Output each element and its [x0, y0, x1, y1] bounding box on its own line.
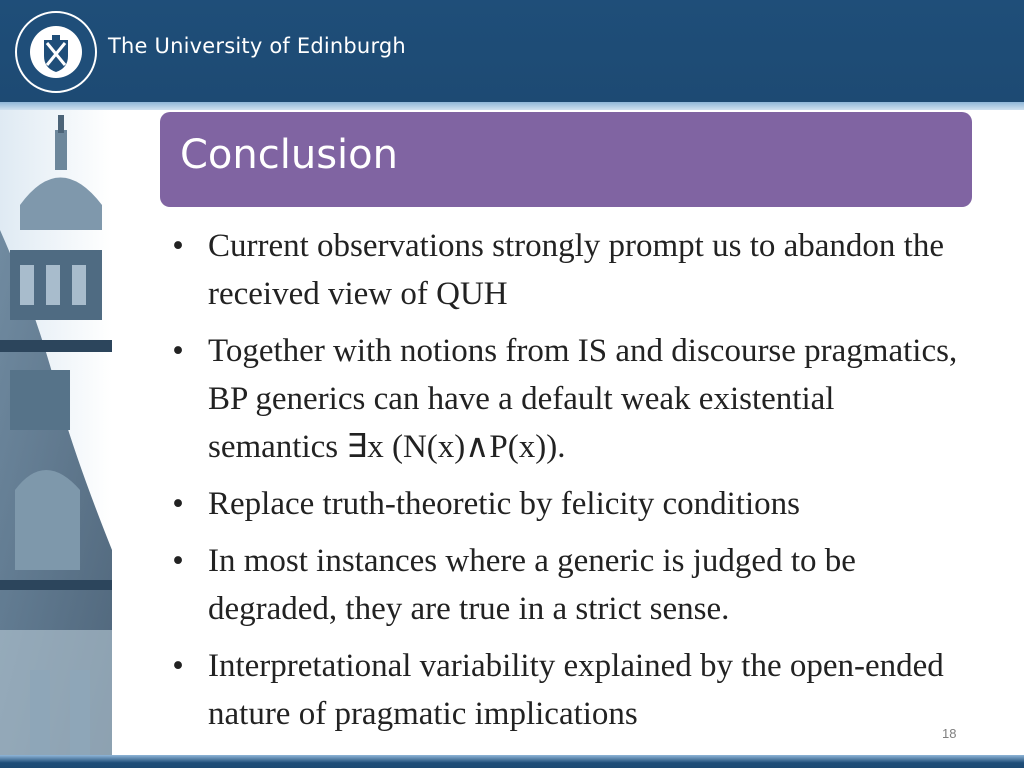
- bullet-icon: •: [172, 333, 184, 369]
- university-name: The University of Edinburgh: [108, 34, 406, 58]
- bullet-icon: •: [172, 486, 184, 522]
- university-crest-icon: [14, 10, 98, 94]
- list-item: [168, 480, 958, 528]
- list-item: [168, 222, 958, 318]
- list-item: [168, 327, 958, 471]
- list-item: [168, 642, 958, 738]
- bullet-text: Together with notions from IS and discourse pragmatics, BP generics can have a default weak existential semantics ∃x (N(x)∧P(x)).: [208, 333, 958, 465]
- bullet-text: Current observations strongly prompt us to abandon the received view of QUH: [208, 228, 944, 312]
- header-stripe: [0, 102, 1024, 110]
- building-photo: [0, 110, 112, 755]
- slide-title-box: [160, 112, 972, 207]
- bullet-icon: •: [172, 228, 184, 264]
- bullet-text: In most instances where a generic is judged to be degraded, they are true in a strict sense.: [208, 543, 856, 627]
- bullet-text: Interpretational variability explained by the open-ended nature of pragmatic implications: [208, 648, 944, 732]
- bullet-list: [168, 222, 958, 747]
- bullet-icon: •: [172, 543, 184, 579]
- page-number: 18: [942, 726, 957, 741]
- footer-stripe: [0, 755, 1024, 768]
- header-bar: [0, 0, 1024, 102]
- bullet-text: Replace truth-theoretic by felicity conditions: [208, 486, 800, 522]
- slide-title: Conclusion: [180, 132, 398, 178]
- bullet-icon: •: [172, 648, 184, 684]
- list-item: [168, 537, 958, 633]
